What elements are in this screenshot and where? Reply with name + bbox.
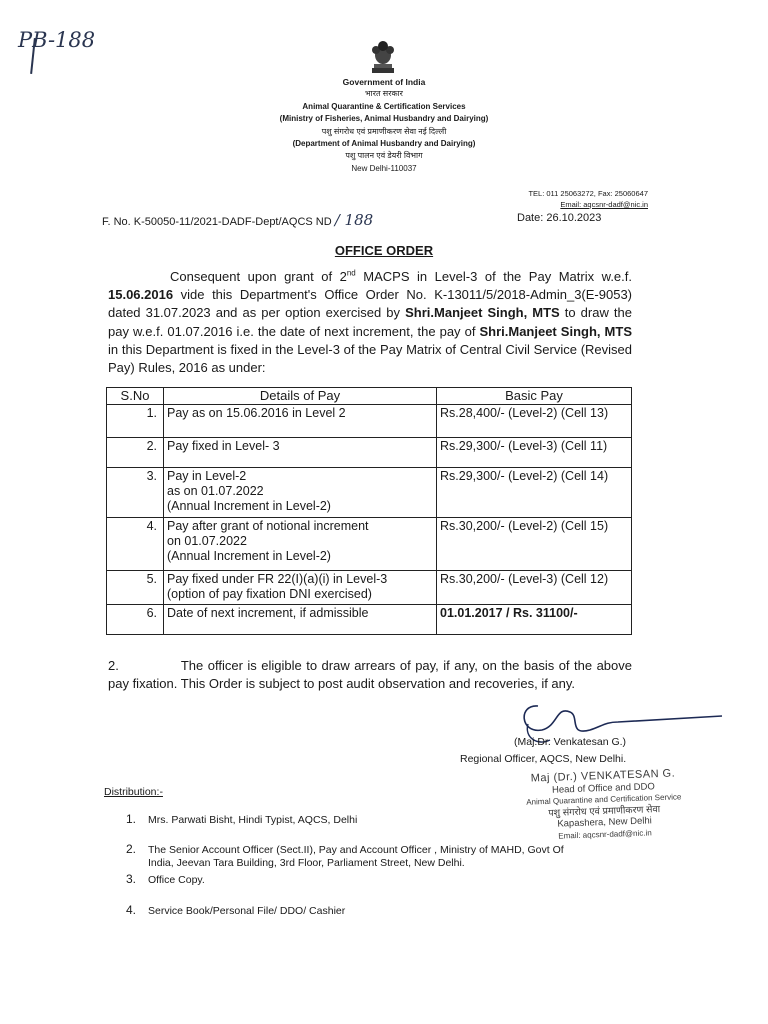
row-basic-pay: Rs.29,300/- (Level-2) (Cell 14) — [437, 468, 632, 518]
row-sno: 2. — [107, 438, 164, 468]
row-details: Pay after grant of notional increment on 01.07.2022 (Annual Increment in Level-2) — [164, 518, 437, 571]
row-details: Pay fixed under FR 22(I)(a)(i) in Level-3 (option of pay fixation DNI exercised) — [164, 571, 437, 605]
column-header-details: Details of Pay — [164, 388, 437, 405]
row-sno: 3. — [107, 468, 164, 518]
distribution-item: 2. The Senior Account Officer (Sect.II), Pay and Account Officer , Ministry of MAHD, Govt Of India, Jeevan Tara Building, 3rd Floor, Parliament Street, New Delhi. — [126, 842, 564, 869]
file-number-text: F. No. K-50050-11/2021-DADF-Dept/AQCS ND — [102, 216, 332, 228]
order-date: Date: 26.10.2023 — [517, 212, 602, 224]
row-sno: 1. — [107, 405, 164, 438]
paragraph-1: Consequent upon grant of 2nd MACPS in Level-3 of the Pay Matrix w.e.f. 15.06.2016 vide this Department's Office Order No. K-13011/5/2018-Admin_3(E-9053) dated 31.07.2023 and as per option exercised by Shri.Manjeet Singh, MTS to draw the pay w.e.f. 01.07.2016 i.e. the date of next increment, the pay of Shri.Manjeet Singh, MTS in this Department is fixed in the Level-3 of the Pay Matrix of Central Civil Service (Revised Pay) Rules, 2016 as under: — [108, 268, 632, 376]
table-row — [107, 605, 632, 635]
row-sno: 4. — [107, 518, 164, 571]
row-details: Date of next increment, if admissible — [164, 605, 437, 635]
signatory-designation: Regional Officer, AQCS, New Delhi. — [460, 753, 627, 765]
distribution-label: Distribution:- — [104, 786, 163, 798]
table-row — [107, 438, 632, 468]
service-name-hi: पशु संगरोध एवं प्रमाणीकरण सेवा नई दिल्ली — [321, 126, 447, 136]
distribution-item: 4. Service Book/Personal File/ DDO/ Cashier — [126, 903, 346, 917]
row-details: Pay as on 15.06.2016 in Level 2 — [164, 405, 437, 438]
column-header-sno: S.No — [107, 388, 164, 405]
distribution-item: 1. Mrs. Parwati Bisht, Hindi Typist, AQCS, Delhi — [126, 812, 358, 826]
department-name-hi: पशु पालन एवं डेयरी विभाग — [345, 151, 423, 161]
file-number — [102, 211, 373, 229]
row-basic-pay: Rs.30,200/- (Level-2) (Cell 15) — [437, 518, 632, 571]
row-sno: 6. — [107, 605, 164, 635]
row-details: Pay in Level-2 as on 01.07.2022 (Annual Increment in Level-2) — [164, 468, 437, 518]
row-basic-pay: Rs.30,200/- (Level-3) (Cell 12) — [437, 571, 632, 605]
table-row — [107, 518, 632, 571]
table-header-row — [107, 388, 632, 405]
table-row — [107, 468, 632, 518]
row-details: Pay fixed in Level- 3 — [164, 438, 437, 468]
telephone-fax: TEL: 011 25063272, Fax: 25060647 — [528, 189, 648, 198]
email-link[interactable]: Email: aqcsnr-dadf@nic.in — [560, 200, 648, 209]
column-header-basic-pay: Basic Pay — [437, 388, 632, 405]
row-basic-pay: Rs.29,300/- (Level-3) (Cell 11) — [437, 438, 632, 468]
document-title: OFFICE ORDER — [334, 243, 434, 258]
row-basic-pay: 01.01.2017 / Rs. 31100/- — [437, 605, 632, 635]
official-stamp: Maj (Dr.) VENKATESAN G. Head of Office and DDO Animal Quarantine and Certification Service पशु संगरोध एवं प्रमाणीकरण सेवा Kapashera, New Delhi Email: aqcsnr-dadf@nic.in — [526, 767, 682, 841]
distribution-item: 3. Office Copy. — [126, 872, 205, 886]
service-name-en: Animal Quarantine & Certification Services — [302, 101, 466, 111]
gov-title-hi: भारत सरकार — [365, 89, 403, 99]
row-sno: 5. — [107, 571, 164, 605]
letterhead — [0, 76, 768, 175]
paragraph-2: 2. The officer is eligible to draw arrears of pay, if any, on the basis of the above pay fixation. This Order is subject to post audit observation and recoveries, if any. — [108, 658, 632, 691]
file-number-handwritten: / 188 — [334, 211, 374, 229]
row-basic-pay: Rs.28,400/- (Level-2) (Cell 13) — [437, 405, 632, 438]
department-name-en: (Department of Animal Husbandry and Dairying) — [292, 139, 476, 149]
national-emblem-icon — [366, 38, 400, 74]
table-row — [107, 571, 632, 605]
ministry-name-en: (Ministry of Fisheries, Animal Husbandry and Dairying) — [279, 114, 489, 124]
gov-title-en: Government of India — [342, 77, 426, 87]
contact-block — [528, 188, 648, 210]
signatory-name: (Maj.Dr. Venkatesan G.) — [514, 736, 627, 748]
pay-fixation-table — [106, 387, 632, 635]
city-address: New Delhi-110037 — [351, 163, 417, 173]
table-row — [107, 405, 632, 438]
handwritten-reference: PB-188 — [18, 28, 96, 52]
